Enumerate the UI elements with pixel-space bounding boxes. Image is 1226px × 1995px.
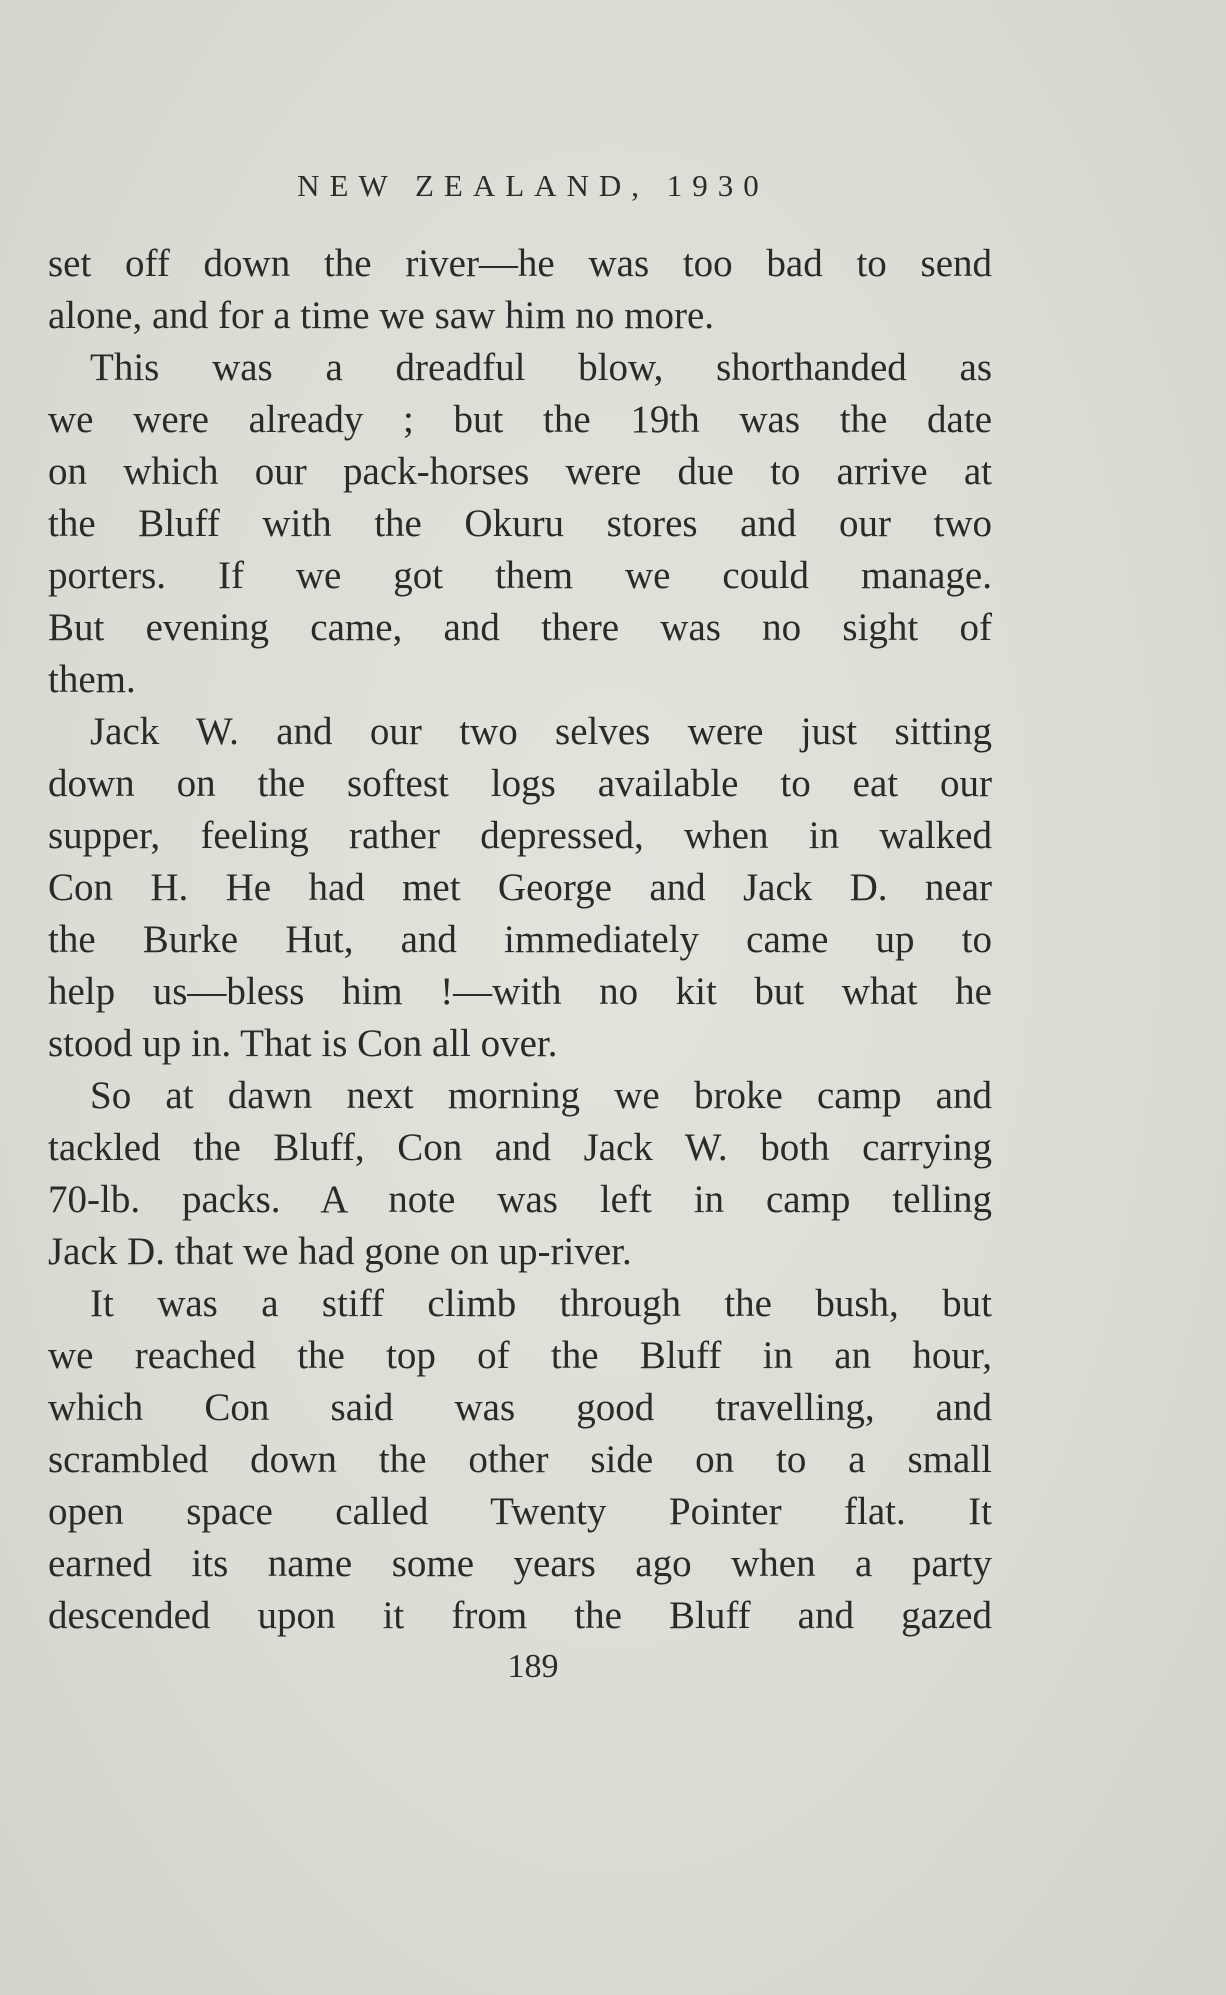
text-line: But evening came, and there was no sight of: [48, 606, 992, 649]
text-line: alone, and for a time we saw him no more.: [48, 294, 715, 337]
text-line: them.: [48, 658, 136, 701]
text-line: set off down the river—he was too bad to send: [48, 242, 992, 285]
text-line: which Con said was good travelling, and: [48, 1386, 992, 1429]
text-line: Jack W. and our two selves were just sitting: [90, 710, 992, 753]
text-line: earned its name some years ago when a party: [48, 1542, 992, 1585]
text-line: It was a stiff climb through the bush, but: [90, 1282, 992, 1325]
text-line: scrambled down the other side on to a small: [48, 1438, 992, 1481]
text-line: the Burke Hut, and immediately came up to: [48, 918, 992, 961]
text-line: So at dawn next morning we broke camp and: [90, 1074, 992, 1117]
text-line: Con H. He had met George and Jack D. near: [48, 866, 992, 909]
body-text: [48, 238, 992, 1642]
text-line: on which our pack-horses were due to arrive at: [48, 450, 992, 493]
page-number: 189: [507, 1648, 559, 1685]
text-line: stood up in. That is Con all over.: [48, 1022, 558, 1065]
text-line: we were already ; but the 19th was the date: [48, 398, 992, 441]
text-line: descended upon it from the Bluff and gazed: [48, 1594, 992, 1637]
text-line: we reached the top of the Bluff in an hour,: [48, 1334, 992, 1377]
text-line: supper, feeling rather depressed, when in walked: [48, 814, 992, 857]
text-line: the Bluff with the Okuru stores and our two: [48, 502, 992, 545]
text-line: help us—bless him !—with no kit but what he: [48, 970, 992, 1013]
text-line: down on the softest logs available to eat our: [48, 762, 992, 805]
text-line: open space called Twenty Pointer flat. It: [48, 1490, 992, 1533]
text-line: porters. If we got them we could manage.: [48, 554, 992, 597]
text-line: This was a dreadful blow, shorthanded as: [90, 346, 992, 389]
text-line: 70-lb. packs. A note was left in camp telling: [48, 1178, 992, 1221]
running-head: NEW ZEALAND, 1930: [297, 168, 769, 203]
text-line: tackled the Bluff, Con and Jack W. both carrying: [48, 1126, 992, 1169]
text-line: Jack D. that we had gone on up-river.: [48, 1230, 632, 1273]
